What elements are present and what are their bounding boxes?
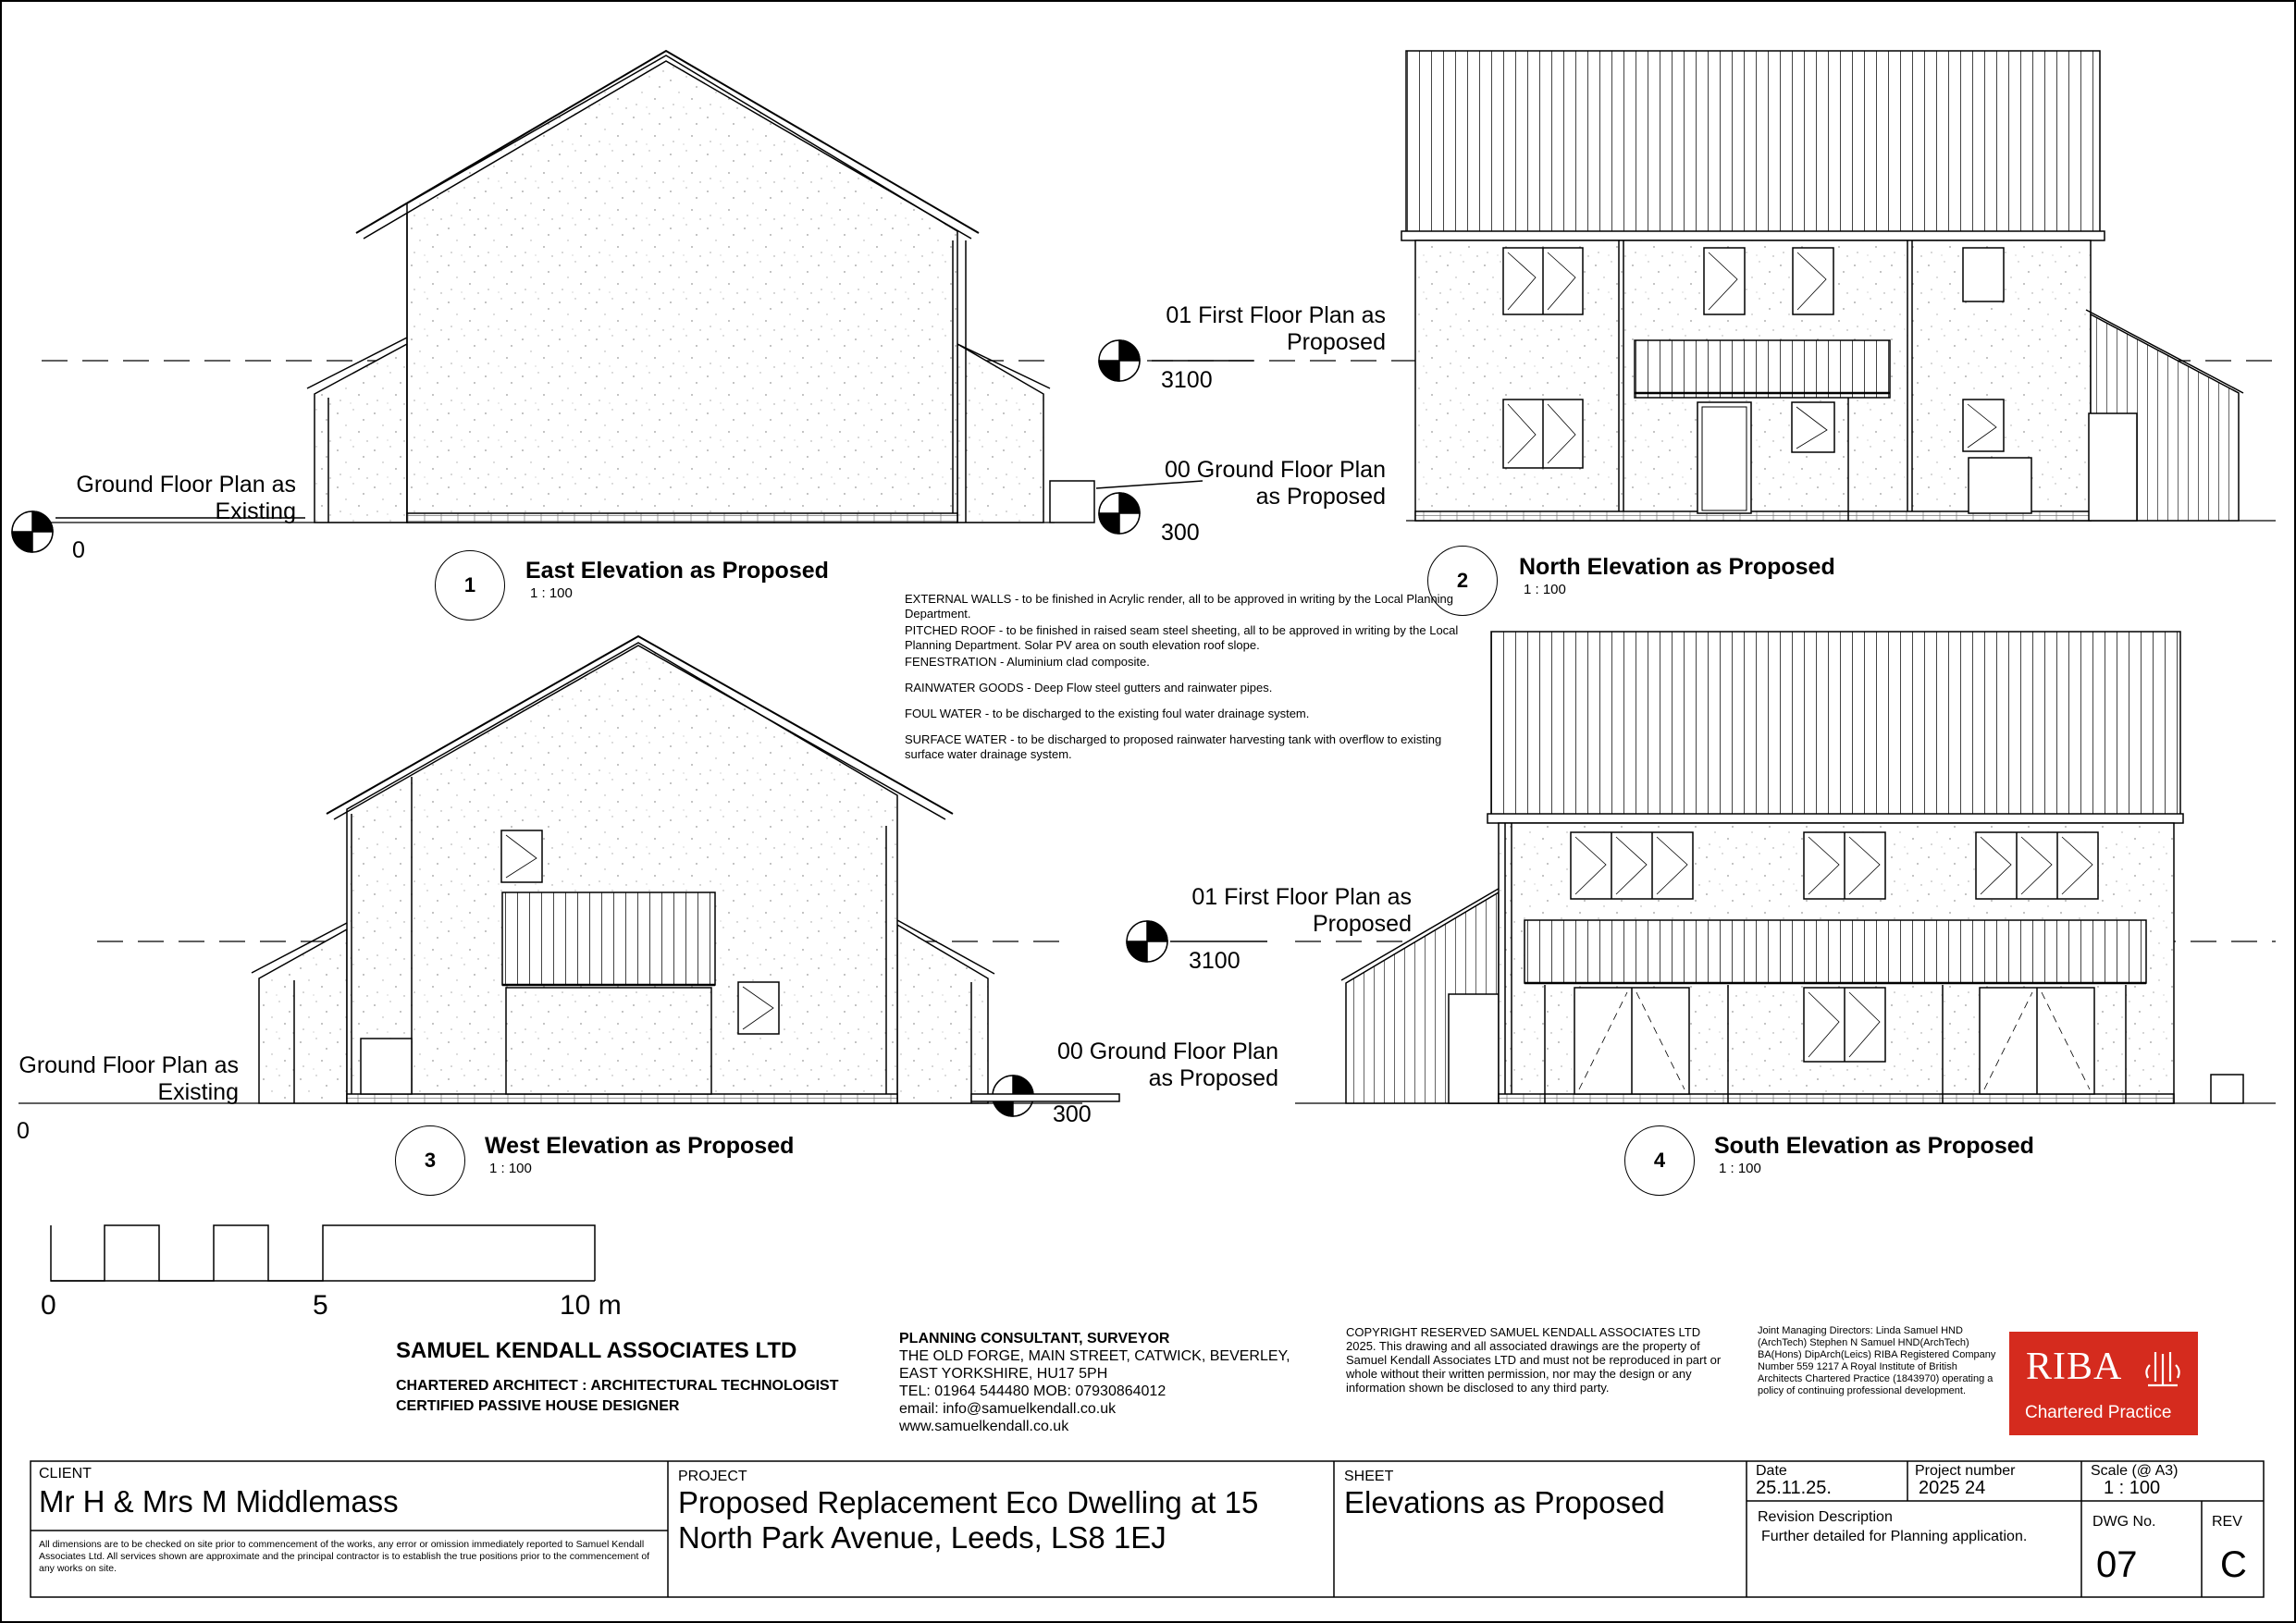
note-walls: EXTERNAL WALLS - to be finished in Acrylic render, all to be approved in writing by the Local Planning Department. (905, 592, 1454, 621)
note-foul-water: FOUL WATER - to be discharged to the existing foul water drainage system. (905, 707, 1310, 720)
sheet-title: Elevations as Proposed (1344, 1485, 1665, 1519)
level-label-north-ground: 00 Ground Floor Plan as Proposed (1164, 457, 1386, 510)
disclaimer: All dimensions are to be checked on site prior to commencement of the works, any error or omission immediately reported to Samuel Kendall Associates Ltd. All services shown are approximate and the principal contractor is to establish the true positions prior to the commencement of any works on site. (39, 1539, 650, 1574)
project-line-1: Proposed Replacement Eco Dwelling at 15 (678, 1485, 1259, 1519)
view-title-south: South Elevation as Proposed (1714, 1133, 2034, 1159)
riba-lions-icon (2141, 1348, 2185, 1389)
scale-value: 1 : 100 (2104, 1478, 2161, 1498)
view-title-north: North Elevation as Proposed (1519, 554, 1835, 580)
company-name: SAMUEL KENDALL ASSOCIATES LTD (396, 1338, 797, 1363)
level-label-north-first: 01 First Floor Plan as Proposed (1166, 302, 1386, 355)
level-value-south-first: 3100 (1189, 948, 1241, 974)
level-value-north-first: 3100 (1161, 367, 1213, 393)
specification-notes (905, 592, 1478, 773)
view-title-west: West Elevation as Proposed (485, 1133, 795, 1159)
project-label: PROJECT (678, 1469, 747, 1484)
view-number-1: 1 (435, 550, 505, 621)
contact-email[interactable]: email: info@samuelkendall.co.uk (899, 1401, 1117, 1417)
rev-label: REV (2212, 1514, 2242, 1530)
view-number-3: 3 (395, 1125, 465, 1196)
company-line-1: CHARTERED ARCHITECT : ARCHITECTURAL TECHNOLOGIST (396, 1378, 839, 1394)
view-scale-north: 1 : 100 (1524, 582, 1566, 597)
scale-bar-label-5: 5 (313, 1290, 328, 1321)
scale-bar-label-0: 0 (41, 1290, 56, 1321)
copyright-notice: COPYRIGHT RESERVED SAMUEL KENDALL ASSOCIATES LTD 2025. This drawing and all associated drawings are the property of Samuel Kendall Associates LTD and must not be reproduced in part or whole without their written permission, nor may the design or any information shown be disclosed to any third party. (1346, 1325, 1722, 1395)
view-scale-west: 1 : 100 (489, 1161, 532, 1176)
level-value-south-ground: 300 (1053, 1101, 1092, 1127)
view-number-2: 2 (1427, 546, 1498, 616)
note-rainwater: RAINWATER GOODS - Deep Flow steel gutters and rainwater pipes. (905, 681, 1273, 695)
view-scale-east: 1 : 100 (530, 585, 573, 601)
riba-logo: RIBA Chartered Practice (2009, 1332, 2198, 1435)
level-label-west-ground: Ground Floor Plan as Existing (19, 1052, 239, 1105)
level-label-south-first: 01 First Floor Plan as Proposed (1191, 884, 1412, 937)
company-line-2: CERTIFIED PASSIVE HOUSE DESIGNER (396, 1398, 680, 1414)
sheet-label: SHEET (1344, 1469, 1394, 1484)
view-title-east: East Elevation as Proposed (525, 558, 829, 584)
north-elevation (1147, 51, 2276, 521)
project-number-value: 2025 24 (1919, 1478, 1986, 1498)
scale-label: Scale (@ A3) (2091, 1463, 2179, 1479)
view-scale-south: 1 : 100 (1719, 1161, 1761, 1176)
contact-website[interactable]: www.samuelkendall.co.uk (899, 1419, 1069, 1434)
level-value-north-ground: 300 (1161, 520, 1200, 546)
contact-block: PLANNING CONSULTANT, SURVEYOR THE OLD FORGE, MAIN STREET, CATWICK, BEVERLEY, EAST YORKSHIRE, HU17 5PH TEL: 01964 544480 MOB: 07930864012 email: info@samuelkendall.co.uk www.samuelkendall.co.uk (899, 1331, 1290, 1434)
rev-value: C (2220, 1544, 2247, 1585)
level-label-east-ground: Ground Floor Plan as Existing (76, 472, 296, 524)
project-number-label: Project number (1915, 1463, 2016, 1479)
revision-description: Further detailed for Planning application. (1761, 1529, 2028, 1544)
level-value-west-ground: 0 (17, 1118, 30, 1144)
directors-notice: Joint Managing Directors: Linda Samuel HND (ArchTech) Stephen N Samuel HND(ArchTech) BA(Hons) DipArch(Leics) RIBA Registered Company Number 559 1217 A Royal Institute of British Architects Chartered Practice (1843970) operating a policy of continuing professional development. (1758, 1325, 1996, 1396)
scale-bar (51, 1225, 595, 1281)
project-line-2: North Park Avenue, Leeds, LS8 1EJ (678, 1520, 1167, 1555)
note-surface-water: SURFACE WATER - to be discharged to proposed rainwater harvesting tank with overflow to existing surface water drainage system. (905, 732, 1442, 761)
dwg-label: DWG No. (2092, 1514, 2156, 1530)
note-fenestration: FENESTRATION - Aluminium clad composite. (905, 655, 1150, 669)
view-number-4: 4 (1624, 1125, 1695, 1196)
note-roof: PITCHED ROOF - to be finished in raised seam steel sheeting, all to be approved in writing by the Local Planning Department. Solar PV area on south elevation roof slope. (905, 623, 1459, 652)
client-name: Mr H & Mrs M Middlemass (39, 1484, 399, 1518)
dwg-number: 07 (2096, 1544, 2138, 1585)
level-value-east-ground: 0 (72, 537, 85, 563)
revision-label: Revision Description (1758, 1509, 1893, 1525)
east-elevation (37, 51, 1094, 523)
client-label: CLIENT (39, 1466, 92, 1482)
date-value: 25.11.25. (1756, 1478, 1832, 1498)
level-label-south-ground: 00 Ground Floor Plan as Proposed (1056, 1039, 1278, 1091)
scale-bar-label-10: 10 m (560, 1290, 622, 1321)
date-label: Date (1756, 1463, 1787, 1479)
